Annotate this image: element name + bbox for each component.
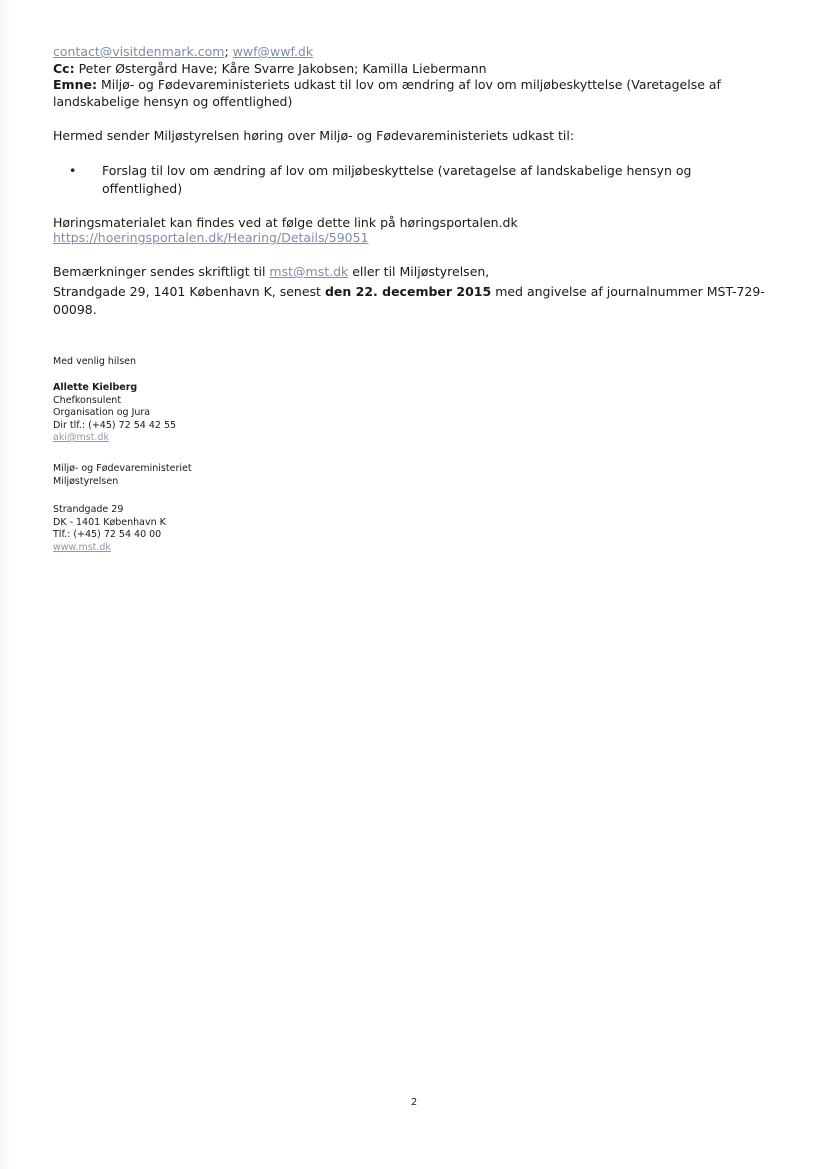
signer-direct-phone: Dir tlf.: (+45) 72 54 42 55 (53, 419, 177, 431)
address-prefix: Strandgade 29, 1401 København K, senest (53, 284, 321, 299)
bullet-item-text: Forslag til lov om ændring af lov om miljøbeskyttelse (varetagelse af landskabelige hensyn og offentlighed) (102, 163, 692, 196)
signature-contact (53, 382, 176, 445)
deadline-date: den 22. december 2015 (324, 284, 492, 299)
remarks-line-2 (53, 283, 765, 319)
subject-value: Miljø- og Fødevareministeriets udkast til lov om ændring af lov om miljøbeskyttelse (Varetagelse af landskabelige hensyn og offentlighed) (53, 77, 721, 109)
agency-name: Miljøstyrelsen (53, 475, 119, 487)
website-link[interactable]: www.mst.dk (53, 541, 111, 553)
remarks-email-link[interactable]: mst@mst.dk (269, 264, 349, 279)
remarks-prefix: Bemærkninger sendes skriftligt til (53, 264, 266, 279)
city-address: DK - 1401 København K (53, 516, 166, 528)
remarks-suffix: eller til Miljøstyrelsen, (352, 264, 490, 279)
remarks-paragraph (53, 263, 773, 319)
recipients-line (53, 44, 753, 61)
page-number: 2 (410, 1097, 418, 1108)
recipient-email-wwf[interactable]: wwf@wwf.dk (232, 44, 314, 59)
material-paragraph (53, 214, 773, 247)
ministry-name: Miljø- og Fødevareministeriet (53, 463, 192, 474)
remarks-line-1 (53, 263, 773, 281)
signature-organisation (53, 463, 192, 488)
signer-title: Chefkonsulent (53, 394, 122, 406)
email-header (53, 44, 753, 110)
recipient-separator: ; (224, 44, 229, 59)
greeting: Med venlig hilsen (53, 356, 137, 367)
signer-department: Organisation og Jura (53, 407, 151, 418)
material-text: Høringsmaterialet kan findes ved at følge dette link på høringsportalen.dk (53, 215, 518, 230)
cc-label: Cc: (53, 60, 75, 76)
bullet-dot: • (69, 163, 77, 178)
signature-address (53, 504, 166, 554)
intro-paragraph: Hermed sender Miljøstyrelsen høring over Miljø- og Fødevareministeriets udkast til: (53, 128, 575, 143)
subject-line (53, 77, 753, 110)
main-phone: Tlf.: (+45) 72 54 40 00 (53, 529, 162, 540)
recipient-email-visitdenmark[interactable]: contact@visitdenmark.com (53, 44, 225, 59)
street-address: Strandgade 29 (53, 504, 124, 515)
scan-edge-shadow (0, 0, 10, 1169)
hearing-portal-link[interactable]: https://hoeringsportalen.dk/Hearing/Details/59051 (53, 230, 369, 245)
signer-email-link[interactable]: aki@mst.dk (53, 432, 109, 443)
subject-label: Emne: (53, 77, 97, 92)
cc-value: Peter Østergård Have; Kåre Svarre Jakobsen; Kamilla Liebermann (78, 60, 487, 76)
address-suffix: med angivelse af journalnummer MST-729-00098. (53, 284, 765, 317)
cc-line (53, 61, 753, 78)
signer-name: Allette Kielberg (53, 382, 138, 393)
